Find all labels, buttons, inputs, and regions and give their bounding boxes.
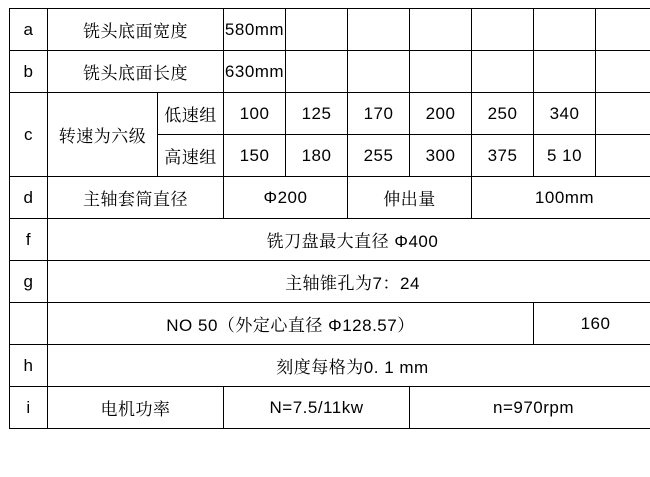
- empty-cell: [596, 9, 650, 51]
- row-text-h: 刻度每格为0. 1 mm: [48, 345, 650, 387]
- row-text-f: 铣刀盘最大直径 Φ400: [48, 219, 650, 261]
- speed-high-5: 375: [472, 135, 534, 177]
- empty-cell: [286, 9, 348, 51]
- row-title-c: 转速为六级: [48, 93, 158, 177]
- table-row: [10, 177, 650, 219]
- speed-low-4: 200: [410, 93, 472, 135]
- table-row: [10, 9, 650, 51]
- row-title-d: 主轴套筒直径: [48, 177, 224, 219]
- empty-cell: [472, 51, 534, 93]
- empty-cell: [348, 9, 410, 51]
- row-value-a: 580mm: [224, 9, 286, 51]
- speed-low-6: 340: [534, 93, 596, 135]
- spindle-diameter-value: Φ200: [224, 177, 348, 219]
- empty-cell: [410, 51, 472, 93]
- row-label-d: d: [10, 177, 48, 219]
- empty-cell: [286, 51, 348, 93]
- empty-cell: [472, 9, 534, 51]
- speed-high-4: 300: [410, 135, 472, 177]
- table-row: [10, 303, 650, 345]
- row-label-g: g: [10, 261, 48, 303]
- row-text-taper-detail: NO 50（外定心直径 Φ128.57）: [48, 303, 534, 345]
- table-row: [10, 51, 650, 93]
- row-text-taper-extra: 160: [534, 303, 650, 345]
- speed-low-1: 100: [224, 93, 286, 135]
- empty-cell: [348, 51, 410, 93]
- speed-group-high-label: 高速组: [158, 135, 224, 177]
- row-label-f: f: [10, 219, 48, 261]
- empty-cell: [596, 135, 650, 177]
- row-text-g: 主轴锥孔为7：24: [48, 261, 650, 303]
- empty-cell: [410, 9, 472, 51]
- extension-label: 伸出量: [348, 177, 472, 219]
- empty-cell: [596, 93, 650, 135]
- speed-group-low-label: 低速组: [158, 93, 224, 135]
- empty-cell: [534, 51, 596, 93]
- row-label-c: c: [10, 93, 48, 177]
- speed-high-2: 180: [286, 135, 348, 177]
- speed-high-6: 5 10: [534, 135, 596, 177]
- row-label-a: a: [10, 9, 48, 51]
- speed-low-2: 125: [286, 93, 348, 135]
- table-row: [10, 219, 650, 261]
- row-value-b: 630mm: [224, 51, 286, 93]
- table-row: [10, 387, 650, 429]
- row-title-a: 铣头底面宽度: [48, 9, 224, 51]
- row-label-h: h: [10, 345, 48, 387]
- specification-table: [9, 8, 650, 429]
- row-title-i: 电机功率: [48, 387, 224, 429]
- extension-value: 100mm: [472, 177, 650, 219]
- table-row: [10, 345, 650, 387]
- row-label-b: b: [10, 51, 48, 93]
- table-row: [10, 261, 650, 303]
- row-title-b: 铣头底面长度: [48, 51, 224, 93]
- table-row: [10, 93, 650, 135]
- speed-low-5: 250: [472, 93, 534, 135]
- motor-power-value: N=7.5/11kw: [224, 387, 410, 429]
- empty-cell: [596, 51, 650, 93]
- row-label-blank: [10, 303, 48, 345]
- speed-high-1: 150: [224, 135, 286, 177]
- motor-speed-value: n=970rpm: [410, 387, 650, 429]
- empty-cell: [534, 9, 596, 51]
- speed-low-3: 170: [348, 93, 410, 135]
- row-label-i: i: [10, 387, 48, 429]
- speed-high-3: 255: [348, 135, 410, 177]
